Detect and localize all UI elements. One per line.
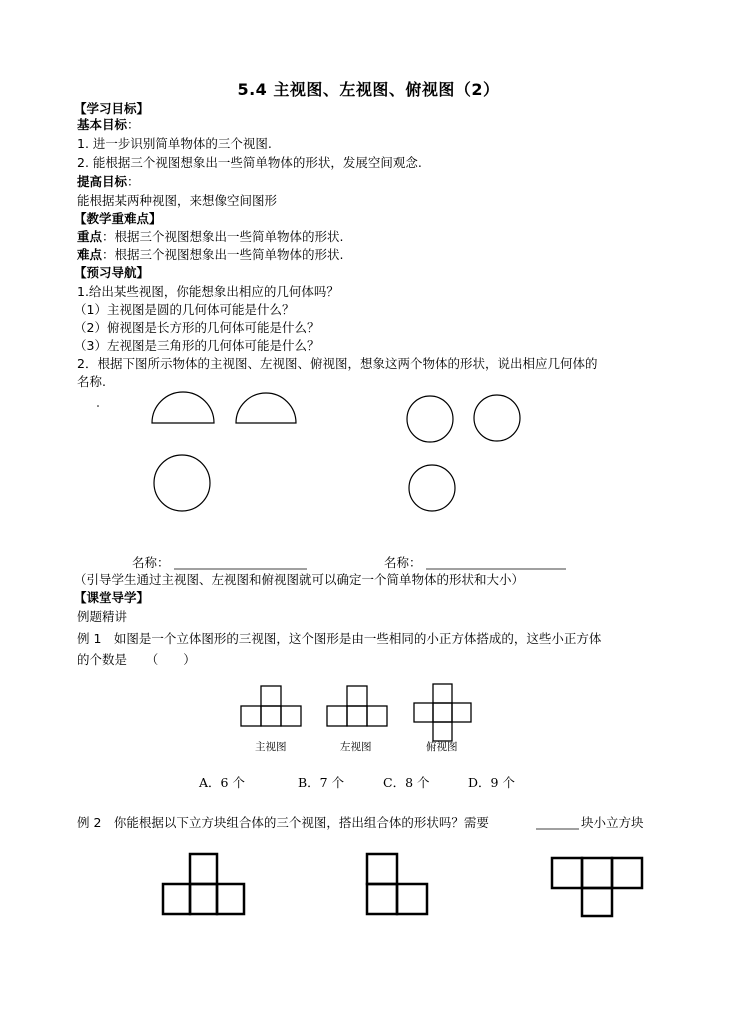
ex2-left-view: [367, 854, 427, 914]
classroom-header: 【课堂导学】: [74, 590, 150, 605]
basic-goal-1: 1. 进一步识别简单物体的三个视图.: [77, 136, 272, 151]
ex1-top-view: [414, 684, 471, 741]
advanced-goal-label: 提高目标: [77, 174, 128, 189]
preview-note: （引导学生通过主视图、左视图和俯视图就可以确定一个简单物体的形状和大小）: [74, 572, 525, 587]
preview-q2-line1: 2．根据下图所示物体的主视图、左视图、俯视图，想象这两个物体的形状，说出相应几何体的: [77, 356, 598, 371]
classroom-sub: 例题精讲: [77, 609, 128, 624]
option-b: B．7 个: [298, 775, 345, 790]
preview-q1-a: （1）主视图是圆的几何体可能是什么？: [74, 302, 295, 317]
ex1-line1: 例 1 如图是一个立体图形的三视图，这个图形是由一些相同的小正方体搭成的，这些小正方体: [77, 631, 602, 646]
basic-goal-colon: ：: [127, 117, 140, 132]
option-c: C．8 个: [383, 775, 430, 790]
circle-left-view-2: [474, 395, 520, 441]
preview-q1-c: （3）左视图是三角形的几何体可能是什么？: [74, 338, 320, 353]
basic-goal-2: 2. 能根据三个视图想象出一些简单物体的形状，发展空间观念.: [77, 155, 422, 170]
name-label-2: 名称：: [384, 555, 422, 570]
difficulty-header: 【教学重难点】: [74, 211, 162, 226]
hard-point-label: 难点: [77, 247, 103, 262]
hard-point-text: ：根据三个视图想象出一些简单物体的形状.: [102, 247, 344, 262]
page-title: 5.4 主视图、左视图、俯视图（2）: [237, 80, 500, 99]
ex1-line2: 的个数是 （ ）: [77, 652, 196, 667]
semicircle-left-view: [236, 393, 296, 423]
caption-front-view: 主视图: [255, 741, 287, 753]
caption-top-view: 俯视图: [426, 741, 458, 753]
preview-q1-b: （2）俯视图是长方形的几何体可能是什么？: [74, 320, 320, 335]
ex1-front-view: [241, 686, 301, 726]
circle-top-view-2: [409, 465, 455, 511]
ex1-left-view: [327, 686, 387, 726]
ex2-tail: 块小立方块: [581, 815, 644, 830]
ex2-text: 例 2 你能根据以下立方块组合体的三个视图，搭出组合体的形状吗？需要: [77, 815, 489, 830]
ex2-front-view: [163, 854, 244, 914]
semicircle-front-view: [152, 392, 214, 423]
caption-left-view: 左视图: [340, 741, 372, 753]
basic-goal-label: 基本目标: [77, 117, 128, 132]
advanced-goal-1: 能根据某两种视图，来想像空间图形: [77, 193, 278, 208]
key-point-label: 重点: [77, 229, 103, 244]
goals-header: 【学习目标】: [74, 101, 150, 116]
preview-q2-line2: 名称.: [77, 374, 106, 389]
key-point-text: ：根据三个视图想象出一些简单物体的形状.: [102, 229, 344, 244]
ex2-top-view: [552, 858, 642, 916]
name-label-1: 名称：: [132, 555, 170, 570]
preview-q1: 1.给出某些视图，你能想象出相应的几何体吗？: [77, 284, 339, 299]
circle-top-view-1: [154, 455, 210, 511]
option-a: A．6 个: [199, 775, 245, 790]
preview-header: 【预习导航】: [74, 265, 150, 280]
stray-dot: [97, 405, 99, 407]
circle-front-view-2: [407, 396, 453, 442]
advanced-goal-colon: ：: [127, 174, 140, 189]
option-d: D．9 个: [468, 775, 515, 790]
